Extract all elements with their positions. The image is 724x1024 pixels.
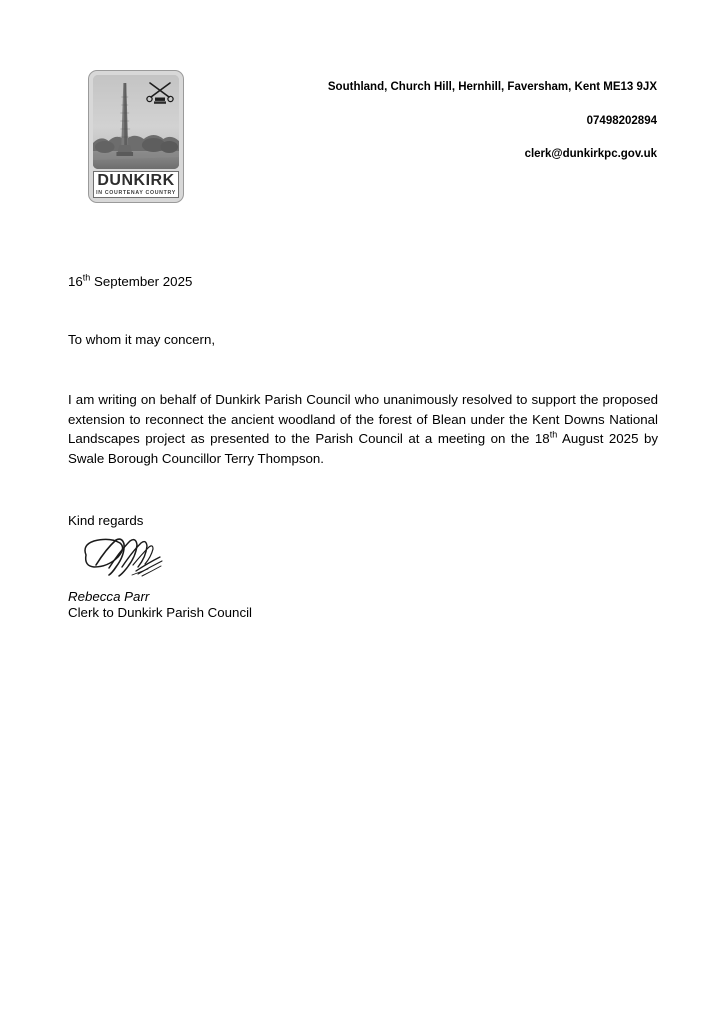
crossed-swords-icon (145, 80, 175, 106)
handwritten-signature (76, 535, 186, 581)
body-text-part2: August 2025 by Swale Borough Councillor Terry Thompson. (68, 431, 658, 466)
contact-phone: 07498202894 (586, 114, 657, 127)
logo-title: DUNKIRK (97, 171, 175, 189)
meeting-day: 18 (534, 431, 550, 447)
contact-email: clerk@dunkirkpc.gov.uk (524, 148, 657, 160)
date-day: 16 (68, 274, 83, 289)
date-rest: September 2025 (90, 274, 193, 289)
body-paragraph (68, 390, 658, 469)
logo-container (88, 70, 184, 203)
signatory-role: Clerk to Dunkirk Parish Council (68, 605, 253, 621)
logo-text-band (93, 171, 179, 198)
logo-subtitle: IN COURTENAY COUNTRY (96, 189, 176, 196)
contact-details (227, 82, 657, 161)
meeting-day-ordinal: th (549, 429, 558, 440)
letter-date (68, 274, 658, 290)
letter-content (68, 274, 658, 622)
date-ordinal: th (82, 272, 91, 283)
dunkirk-parish-council-logo (88, 70, 184, 203)
contact-address: Southland, Church Hill, Hernhill, Faversham, Kent ME13 9JX (327, 81, 657, 93)
monument-spire-photo (93, 75, 179, 169)
closing-line: Kind regards (68, 512, 144, 528)
body-text-part1: I am writing on behalf of Dunkirk Parish Council who unanimously resolved to support the proposed extension to reconnect the ancient woodland of the forest of Blean under the Kent Downs National Landscapes project as presented to the Parish Council at a meeting on the (68, 391, 658, 447)
salutation: To whom it may concern, (68, 331, 216, 347)
signatory-name: Rebecca Parr (68, 588, 150, 604)
letterhead (68, 68, 657, 208)
